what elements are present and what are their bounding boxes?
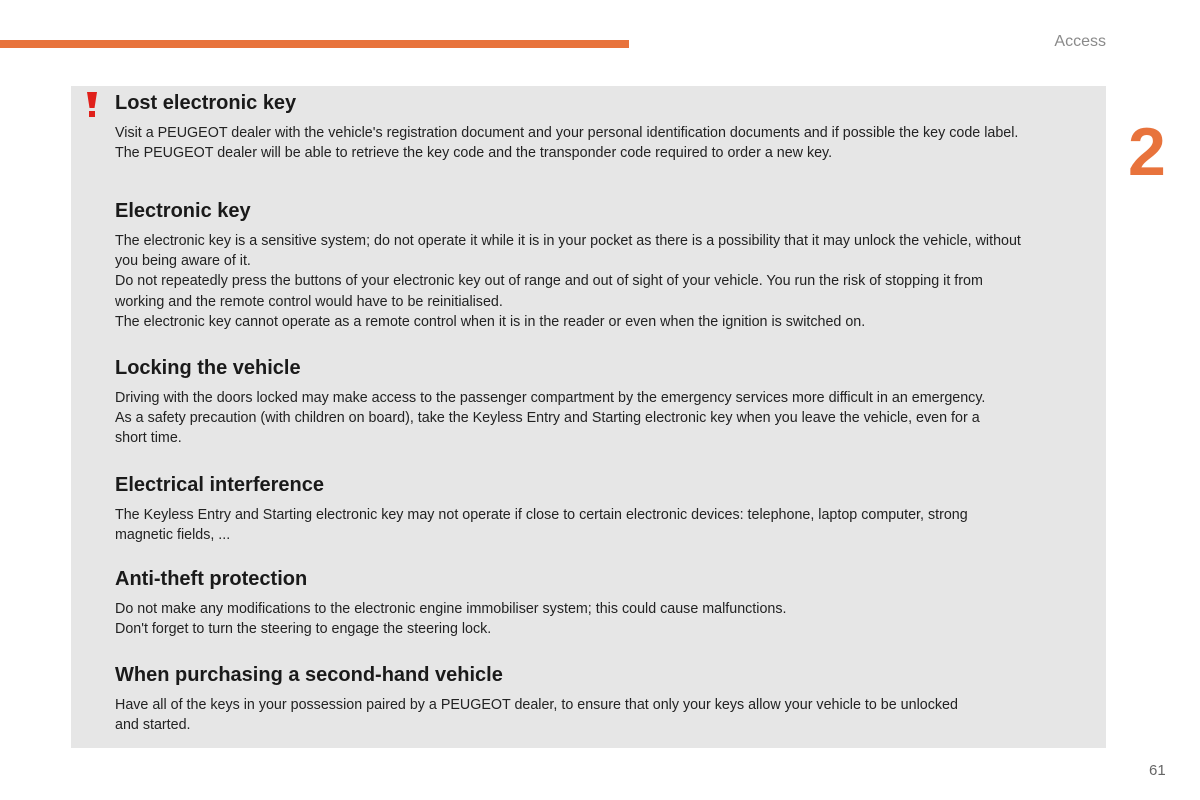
body-text: The Keyless Entry and Starting electronic key may not operate if close to certain electronic devices: telephone, laptop computer, strong magnetic fields, ... xyxy=(115,507,968,544)
section-lost-electronic-key xyxy=(115,90,1100,163)
section-anti-theft-protection xyxy=(115,566,1100,639)
body-text: Visit a PEUGEOT dealer with the vehicle's registration document and your personal identification documents and if possible the key code label. The PEUGEOT dealer will be able to retrieve the key code and the transponder code required to order a new key. xyxy=(115,125,1019,162)
body-text: Driving with the doors locked may make access to the passenger compartment by the emergency services more difficult in an emergency. As a safety precaution (with children on board), take the Keyless Entry and Starting electronic key when you leave the vehicle, even for a short time. xyxy=(115,390,986,447)
body-text: Have all of the keys in your possession paired by a PEUGEOT dealer, to ensure that only your keys allow your vehicle to be unlocked and started. xyxy=(115,697,958,734)
header-accent-rule xyxy=(0,40,629,48)
section-title: Locking the vehicle xyxy=(115,357,301,379)
section-electrical-interference xyxy=(115,472,1100,545)
section-title: Electronic key xyxy=(115,200,251,222)
section-locking-the-vehicle xyxy=(115,355,1100,449)
body-text: Do not make any modifications to the electronic engine immobiliser system; this could cause malfunctions. Don't forget to turn the steering to engage the steering lock. xyxy=(115,601,787,638)
chapter-number: 2 xyxy=(1128,114,1166,190)
section-electronic-key xyxy=(115,198,1100,332)
section-title: Electrical interference xyxy=(115,474,324,496)
body-text: The electronic key is a sensitive system; do not operate it while it is in your pocket as there is a possibility that it may unlock the vehicle, without you being aware of it. Do not repeatedly press the buttons of your electronic key out of range and out of sight of your vehicle. You run the risk of stopping it from working and the remote control would have to be reinitialised. The electronic key cannot operate as a remote control when it is in the reader or even when the ignition is switched on. xyxy=(115,233,1021,330)
page-number: 61 xyxy=(1149,762,1166,779)
warning-exclamation-icon xyxy=(85,92,99,118)
section-label: Access xyxy=(1054,33,1106,50)
section-title: Lost electronic key xyxy=(115,92,297,114)
section-second-hand-vehicle xyxy=(115,662,1100,735)
section-title: Anti-theft protection xyxy=(115,568,308,590)
section-title: When purchasing a second-hand vehicle xyxy=(115,664,503,686)
